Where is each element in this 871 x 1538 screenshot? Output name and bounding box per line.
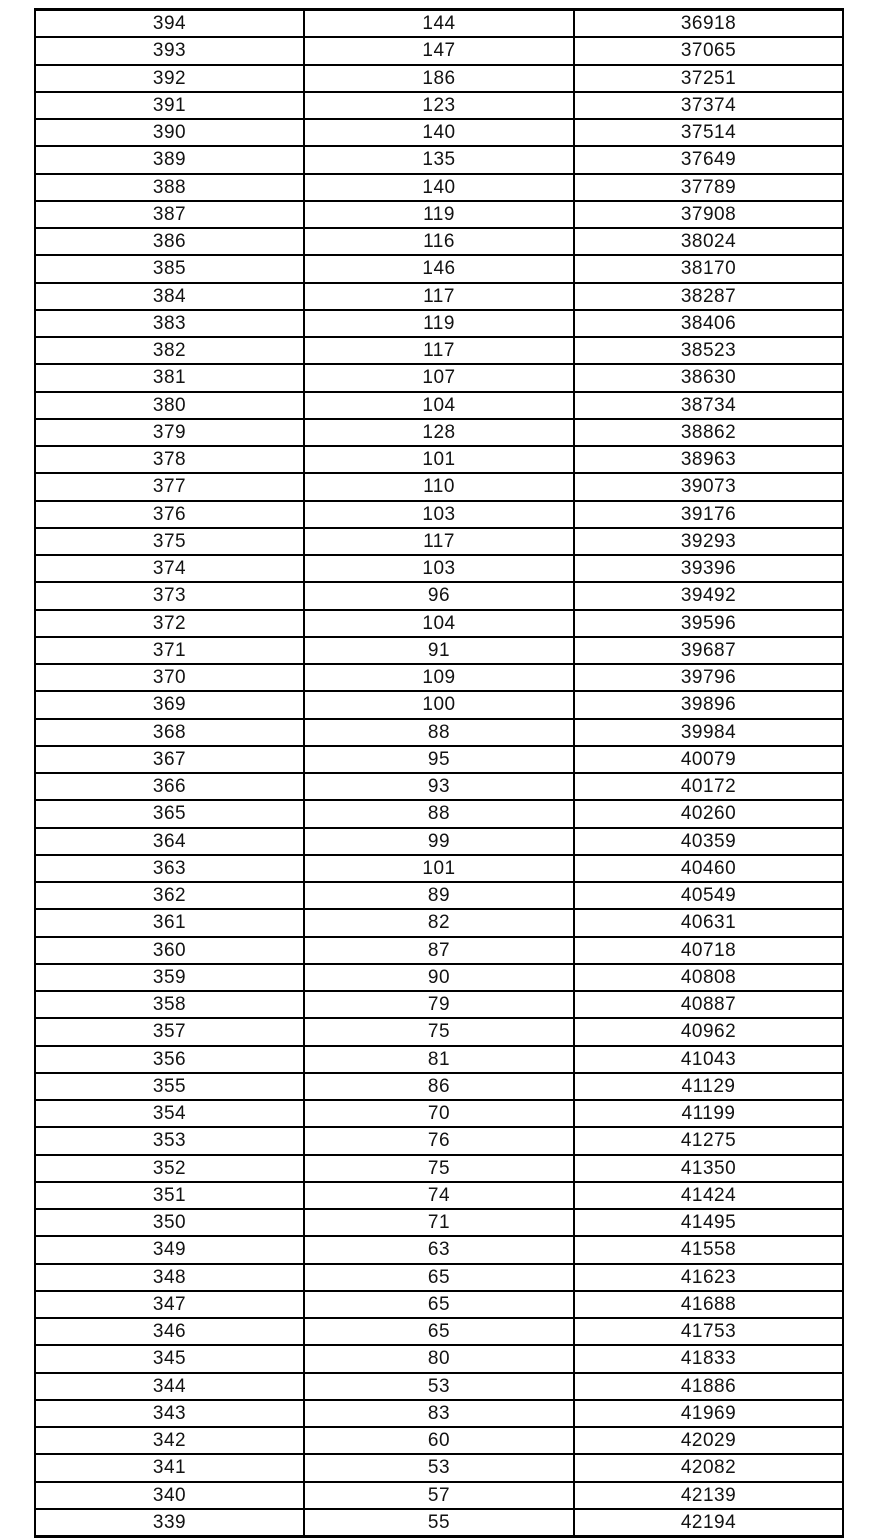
table-row xyxy=(35,991,843,1018)
table-cell-score: 362 xyxy=(35,882,304,909)
table-cell-cumulative: 36918 xyxy=(574,10,843,38)
table-cell-count: 88 xyxy=(304,719,574,746)
table-cell-count: 65 xyxy=(304,1318,574,1345)
table-cell-count: 101 xyxy=(304,855,574,882)
table-row xyxy=(35,1073,843,1100)
table-cell-score: 376 xyxy=(35,501,304,528)
table-cell-count: 123 xyxy=(304,92,574,119)
table-cell-score: 387 xyxy=(35,201,304,228)
table-row xyxy=(35,1509,843,1537)
table-cell-count: 53 xyxy=(304,1454,574,1481)
table-cell-cumulative: 39073 xyxy=(574,473,843,500)
table-row xyxy=(35,1236,843,1263)
table-cell-cumulative: 41969 xyxy=(574,1400,843,1427)
table-cell-cumulative: 37251 xyxy=(574,65,843,92)
table-cell-score: 346 xyxy=(35,1318,304,1345)
table-cell-count: 117 xyxy=(304,283,574,310)
table-row xyxy=(35,1127,843,1154)
table-cell-cumulative: 38523 xyxy=(574,337,843,364)
table-cell-score: 371 xyxy=(35,637,304,664)
table-cell-cumulative: 39687 xyxy=(574,637,843,664)
table-row xyxy=(35,1046,843,1073)
table-cell-score: 350 xyxy=(35,1209,304,1236)
table-cell-cumulative: 41129 xyxy=(574,1073,843,1100)
table-cell-count: 89 xyxy=(304,882,574,909)
table-row xyxy=(35,691,843,718)
table-cell-cumulative: 37374 xyxy=(574,92,843,119)
table-row xyxy=(35,1427,843,1454)
table-cell-score: 349 xyxy=(35,1236,304,1263)
table-cell-score: 372 xyxy=(35,610,304,637)
table-cell-count: 79 xyxy=(304,991,574,1018)
table-row xyxy=(35,937,843,964)
table-row xyxy=(35,65,843,92)
table-cell-count: 107 xyxy=(304,364,574,391)
table-row xyxy=(35,146,843,173)
table-cell-count: 76 xyxy=(304,1127,574,1154)
table-cell-count: 60 xyxy=(304,1427,574,1454)
table-cell-cumulative: 38287 xyxy=(574,283,843,310)
table-cell-count: 53 xyxy=(304,1373,574,1400)
table-cell-cumulative: 37789 xyxy=(574,174,843,201)
table-cell-count: 63 xyxy=(304,1236,574,1263)
table-row xyxy=(35,392,843,419)
table-row xyxy=(35,1400,843,1427)
table-row xyxy=(35,255,843,282)
table-cell-count: 104 xyxy=(304,392,574,419)
table-cell-cumulative: 40549 xyxy=(574,882,843,909)
table-cell-count: 110 xyxy=(304,473,574,500)
table-cell-count: 75 xyxy=(304,1018,574,1045)
table-cell-cumulative: 41558 xyxy=(574,1236,843,1263)
table-cell-score: 360 xyxy=(35,937,304,964)
table-row xyxy=(35,828,843,855)
table-cell-count: 147 xyxy=(304,37,574,64)
table-cell-score: 344 xyxy=(35,1373,304,1400)
table-cell-cumulative: 39896 xyxy=(574,691,843,718)
table-cell-score: 382 xyxy=(35,337,304,364)
table-cell-count: 96 xyxy=(304,582,574,609)
table-row xyxy=(35,1182,843,1209)
table-cell-score: 384 xyxy=(35,283,304,310)
table-cell-cumulative: 42029 xyxy=(574,1427,843,1454)
table-cell-score: 345 xyxy=(35,1345,304,1372)
table-cell-cumulative: 38963 xyxy=(574,446,843,473)
table-cell-count: 65 xyxy=(304,1291,574,1318)
table-cell-count: 99 xyxy=(304,828,574,855)
table-cell-cumulative: 40079 xyxy=(574,746,843,773)
table-cell-cumulative: 40172 xyxy=(574,773,843,800)
table-cell-score: 363 xyxy=(35,855,304,882)
table-cell-cumulative: 38406 xyxy=(574,310,843,337)
table-cell-score: 354 xyxy=(35,1100,304,1127)
table-row xyxy=(35,473,843,500)
table-cell-count: 91 xyxy=(304,637,574,664)
table-body xyxy=(35,10,843,1537)
table-cell-cumulative: 42139 xyxy=(574,1482,843,1509)
table-row xyxy=(35,1209,843,1236)
table-row xyxy=(35,882,843,909)
table-cell-score: 365 xyxy=(35,800,304,827)
table-cell-cumulative: 41350 xyxy=(574,1155,843,1182)
table-cell-count: 146 xyxy=(304,255,574,282)
table-cell-count: 83 xyxy=(304,1400,574,1427)
table-cell-score: 356 xyxy=(35,1046,304,1073)
table-cell-score: 364 xyxy=(35,828,304,855)
table-cell-cumulative: 37649 xyxy=(574,146,843,173)
table-row xyxy=(35,446,843,473)
table-row xyxy=(35,964,843,991)
table-cell-cumulative: 41424 xyxy=(574,1182,843,1209)
table-cell-cumulative: 38024 xyxy=(574,228,843,255)
table-cell-count: 55 xyxy=(304,1509,574,1537)
table-cell-cumulative: 37514 xyxy=(574,119,843,146)
table-cell-score: 359 xyxy=(35,964,304,991)
table-cell-cumulative: 41495 xyxy=(574,1209,843,1236)
table-cell-count: 65 xyxy=(304,1264,574,1291)
table-cell-score: 388 xyxy=(35,174,304,201)
table-row xyxy=(35,637,843,664)
table-cell-cumulative: 41275 xyxy=(574,1127,843,1154)
table-row xyxy=(35,37,843,64)
table-cell-cumulative: 41753 xyxy=(574,1318,843,1345)
table-cell-score: 373 xyxy=(35,582,304,609)
table-cell-count: 95 xyxy=(304,746,574,773)
table-cell-cumulative: 41199 xyxy=(574,1100,843,1127)
table-row xyxy=(35,1482,843,1509)
score-distribution-table xyxy=(34,8,844,1538)
table-row xyxy=(35,582,843,609)
table-cell-cumulative: 39596 xyxy=(574,610,843,637)
table-cell-score: 348 xyxy=(35,1264,304,1291)
table-cell-score: 355 xyxy=(35,1073,304,1100)
table-row xyxy=(35,773,843,800)
table-cell-count: 57 xyxy=(304,1482,574,1509)
table-row xyxy=(35,1100,843,1127)
table-row xyxy=(35,201,843,228)
table-cell-score: 385 xyxy=(35,255,304,282)
table-row xyxy=(35,283,843,310)
table-cell-cumulative: 38630 xyxy=(574,364,843,391)
table-cell-cumulative: 40260 xyxy=(574,800,843,827)
table-cell-score: 357 xyxy=(35,1018,304,1045)
table-cell-cumulative: 37908 xyxy=(574,201,843,228)
table-row xyxy=(35,419,843,446)
table-cell-count: 80 xyxy=(304,1345,574,1372)
table-cell-cumulative: 39796 xyxy=(574,664,843,691)
table-cell-cumulative: 41833 xyxy=(574,1345,843,1372)
table-cell-score: 378 xyxy=(35,446,304,473)
table-cell-count: 86 xyxy=(304,1073,574,1100)
table-cell-score: 352 xyxy=(35,1155,304,1182)
table-row xyxy=(35,174,843,201)
table-cell-score: 380 xyxy=(35,392,304,419)
table-cell-count: 82 xyxy=(304,909,574,936)
table-row xyxy=(35,1264,843,1291)
table-cell-count: 117 xyxy=(304,337,574,364)
table-cell-cumulative: 40887 xyxy=(574,991,843,1018)
table-cell-cumulative: 37065 xyxy=(574,37,843,64)
table-row xyxy=(35,719,843,746)
table-row xyxy=(35,501,843,528)
table-cell-score: 389 xyxy=(35,146,304,173)
table-cell-cumulative: 40631 xyxy=(574,909,843,936)
table-cell-cumulative: 39293 xyxy=(574,528,843,555)
table-cell-score: 370 xyxy=(35,664,304,691)
table-row xyxy=(35,119,843,146)
table-cell-count: 88 xyxy=(304,800,574,827)
table-cell-cumulative: 42194 xyxy=(574,1509,843,1537)
table-row xyxy=(35,92,843,119)
table-row xyxy=(35,528,843,555)
table-cell-cumulative: 40359 xyxy=(574,828,843,855)
table-cell-score: 381 xyxy=(35,364,304,391)
table-row xyxy=(35,337,843,364)
table-cell-count: 119 xyxy=(304,310,574,337)
table-row xyxy=(35,1318,843,1345)
table-cell-cumulative: 39396 xyxy=(574,555,843,582)
table-cell-count: 140 xyxy=(304,119,574,146)
table-cell-cumulative: 41886 xyxy=(574,1373,843,1400)
table-cell-count: 81 xyxy=(304,1046,574,1073)
table-row xyxy=(35,1018,843,1045)
table-cell-score: 361 xyxy=(35,909,304,936)
table-cell-cumulative: 41688 xyxy=(574,1291,843,1318)
table-cell-score: 342 xyxy=(35,1427,304,1454)
table-row xyxy=(35,1155,843,1182)
table-cell-count: 103 xyxy=(304,555,574,582)
table-row xyxy=(35,1345,843,1372)
table-cell-cumulative: 39492 xyxy=(574,582,843,609)
table-cell-score: 347 xyxy=(35,1291,304,1318)
table-cell-count: 87 xyxy=(304,937,574,964)
table-row xyxy=(35,664,843,691)
table-cell-cumulative: 39984 xyxy=(574,719,843,746)
table-cell-count: 74 xyxy=(304,1182,574,1209)
table-cell-count: 117 xyxy=(304,528,574,555)
table-cell-score: 390 xyxy=(35,119,304,146)
table-cell-score: 340 xyxy=(35,1482,304,1509)
table-cell-cumulative: 40808 xyxy=(574,964,843,991)
table-cell-cumulative: 42082 xyxy=(574,1454,843,1481)
table-cell-score: 386 xyxy=(35,228,304,255)
table-cell-score: 379 xyxy=(35,419,304,446)
table-cell-score: 358 xyxy=(35,991,304,1018)
table-cell-count: 103 xyxy=(304,501,574,528)
table-cell-count: 104 xyxy=(304,610,574,637)
table-row xyxy=(35,746,843,773)
table-cell-count: 75 xyxy=(304,1155,574,1182)
table-cell-score: 375 xyxy=(35,528,304,555)
table-row xyxy=(35,800,843,827)
table-cell-score: 351 xyxy=(35,1182,304,1209)
table-cell-cumulative: 38170 xyxy=(574,255,843,282)
table-cell-score: 393 xyxy=(35,37,304,64)
table-cell-count: 135 xyxy=(304,146,574,173)
table-cell-cumulative: 40460 xyxy=(574,855,843,882)
table-cell-score: 367 xyxy=(35,746,304,773)
table-cell-count: 186 xyxy=(304,65,574,92)
table-row xyxy=(35,364,843,391)
table-row xyxy=(35,1454,843,1481)
table-row xyxy=(35,909,843,936)
table-cell-count: 116 xyxy=(304,228,574,255)
table-cell-score: 394 xyxy=(35,10,304,38)
table-row xyxy=(35,855,843,882)
table-cell-count: 101 xyxy=(304,446,574,473)
table-cell-score: 392 xyxy=(35,65,304,92)
table-row xyxy=(35,1373,843,1400)
table-cell-score: 383 xyxy=(35,310,304,337)
table-cell-count: 144 xyxy=(304,10,574,38)
table-cell-score: 343 xyxy=(35,1400,304,1427)
table-row xyxy=(35,610,843,637)
table-row xyxy=(35,1291,843,1318)
table-cell-cumulative: 40718 xyxy=(574,937,843,964)
table-cell-score: 369 xyxy=(35,691,304,718)
table-row xyxy=(35,10,843,38)
table-cell-cumulative: 38862 xyxy=(574,419,843,446)
table-cell-cumulative: 39176 xyxy=(574,501,843,528)
table-cell-cumulative: 41043 xyxy=(574,1046,843,1073)
table-cell-count: 109 xyxy=(304,664,574,691)
table-row xyxy=(35,228,843,255)
table-cell-score: 341 xyxy=(35,1454,304,1481)
table-cell-count: 90 xyxy=(304,964,574,991)
table-cell-score: 339 xyxy=(35,1509,304,1537)
table-row xyxy=(35,310,843,337)
table-cell-count: 140 xyxy=(304,174,574,201)
table-cell-score: 374 xyxy=(35,555,304,582)
table-cell-score: 391 xyxy=(35,92,304,119)
table-cell-count: 100 xyxy=(304,691,574,718)
table-cell-score: 366 xyxy=(35,773,304,800)
table-cell-score: 377 xyxy=(35,473,304,500)
table-row xyxy=(35,555,843,582)
table-cell-cumulative: 40962 xyxy=(574,1018,843,1045)
table-cell-score: 368 xyxy=(35,719,304,746)
table-cell-count: 128 xyxy=(304,419,574,446)
table-cell-count: 70 xyxy=(304,1100,574,1127)
table-cell-count: 119 xyxy=(304,201,574,228)
table-cell-count: 71 xyxy=(304,1209,574,1236)
table-cell-count: 93 xyxy=(304,773,574,800)
table-cell-cumulative: 41623 xyxy=(574,1264,843,1291)
table-cell-score: 353 xyxy=(35,1127,304,1154)
table-cell-cumulative: 38734 xyxy=(574,392,843,419)
